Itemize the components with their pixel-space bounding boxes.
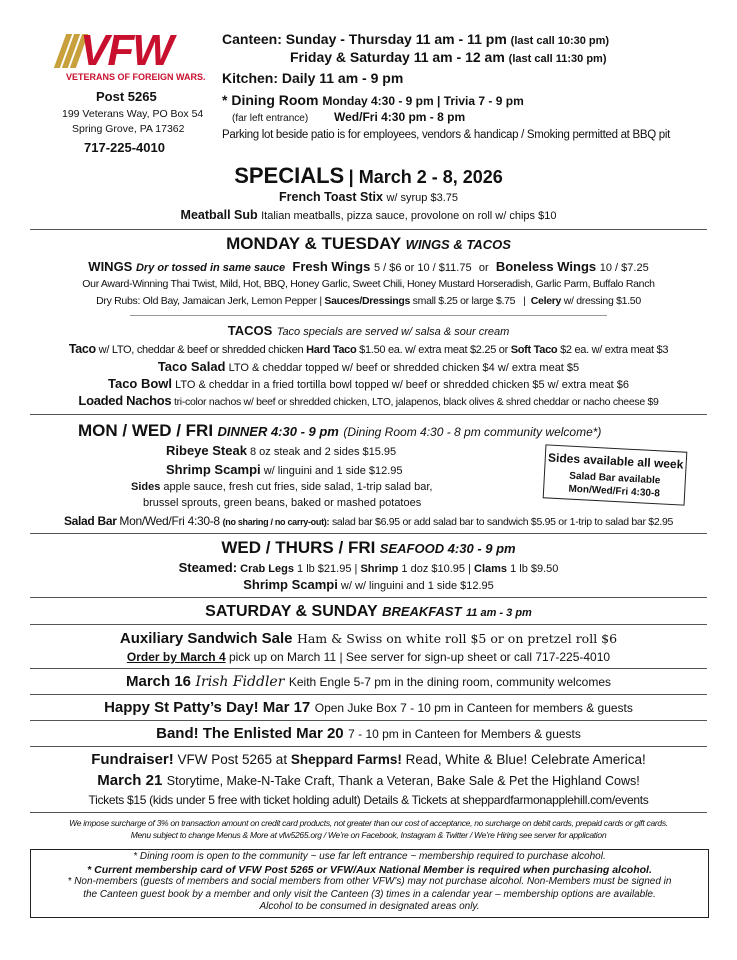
steamed-line: [0, 560, 737, 575]
mar21-desc: Storytime, Make-N-Take Craft, Thank a Veteran, Bake Sale & Pet the Highland Cows!: [166, 774, 640, 788]
surcharge-line-1: We impose surcharge of 3% on transaction amount on credit card products, not greater than our cost of acceptance, no surcharge on debit cards, prepaid cards or gift cards.: [69, 818, 668, 828]
special-1-desc: w/ syrup $3.75: [386, 192, 458, 204]
sides-desc-2: brussel sprouts, green beans, baked or mashed potatoes: [143, 497, 422, 509]
wings-or: or: [478, 262, 489, 274]
weekend-subtitle: BREAKFAST: [382, 604, 462, 619]
taco-bowl-line: [0, 376, 737, 391]
mwf-note: (Dining Room 4:30 - 8 pm community welcome*): [343, 425, 602, 439]
seafood-scampi-label: Shrimp Scampi: [243, 577, 338, 592]
taco-line: [0, 342, 737, 356]
sauces-line: Our Award-Winning Thai Twist, Mild, Hot, BBQ, Honey Garlic, Sweet Chili, Honey Mustard Horseradish, Garlic Parm, Buffalo Ranch: [82, 278, 655, 290]
aux-title: Auxiliary Sandwich Sale: [119, 630, 293, 647]
canteen-note1: (last call 10:30 pm): [510, 35, 610, 47]
fundraiser-label: Fundraiser!: [91, 751, 174, 768]
wings-style: Dry or tossed in same sauce: [135, 262, 286, 274]
steamed-label: Steamed:: [178, 560, 238, 575]
nachos-line: [0, 393, 737, 408]
logo-subtitle: VETERANS OF FOREIGN WARS.: [66, 72, 206, 82]
st-patty-desc: Open Juke Box 7 - 10 pm in Canteen for members & guests: [314, 701, 633, 715]
sides-callout-box: [543, 444, 688, 505]
notice-line-4: the Canteen guest book by a member and only visit the Canteen (3) times in a calendar year – membership options are available.: [83, 888, 656, 900]
shrimp-label: Shrimp: [360, 563, 399, 575]
fresh-wings-label: Fresh Wings: [292, 259, 371, 274]
st-patty-title: Happy St Patty’s Day! Mar 17: [104, 699, 311, 716]
canteen-days1: Sunday - Thursday 11 am - 11 pm: [285, 31, 507, 47]
irish-fiddler-line: [0, 673, 737, 691]
sides-label: Sides: [131, 481, 161, 493]
phone-number: 717-225-4010: [84, 140, 165, 155]
tacos-title: TACOS: [227, 323, 273, 338]
nachos-label: Loaded Nachos: [78, 393, 172, 408]
clams-label: Clams: [474, 563, 508, 575]
tacos-heading: [0, 322, 737, 340]
taco-desc: w/ LTO, cheddar & beef or shredded chicken: [98, 344, 304, 356]
sides-line: [131, 481, 432, 493]
seafood-subtitle: SEAFOOD 4:30 - 9 pm: [379, 541, 516, 556]
crab-desc: 1 lb $21.95 |: [297, 563, 358, 575]
notice-line-3: * Non-members (guests of members and social members from other VFW’s) may not purchase alcohol. Non-Members must be signed in: [67, 876, 672, 887]
dining-note: (far left entrance): [232, 113, 309, 124]
callout-line-3: Mon/Wed/Fri 4:30-8: [568, 483, 661, 500]
canteen-hours-2: [290, 49, 606, 65]
fundraiser-place: Sheppard Farms!: [290, 752, 402, 767]
divider: [30, 668, 707, 669]
saladbar-line: [0, 514, 737, 528]
divider: [30, 624, 707, 625]
mwf-heading: [78, 421, 601, 441]
weekend-heading: [0, 603, 737, 621]
address-line1: 199 Veterans Way, PO Box 54: [62, 108, 204, 120]
montue-subtitle: WINGS & TACOS: [405, 237, 511, 252]
fresh-wings-price: 5 / $6 or 10 / $11.75: [373, 262, 472, 274]
specials-heading: [0, 163, 737, 189]
taco-salad-desc: LTO & cheddar topped w/ beef or shredded chicken $4 w/ extra meat $5: [228, 362, 580, 374]
irish-date: March 16: [125, 673, 192, 690]
mwf-title: MON / WED / FRI: [78, 421, 214, 440]
special-1-name: French Toast Stix: [279, 190, 383, 204]
ribeye-desc: 8 oz steak and 2 sides $15.95: [250, 446, 397, 458]
celery-label: Celery: [530, 295, 562, 307]
hard-taco-label: Hard Taco: [306, 344, 357, 356]
dining-hours-2: Wed/Fri 4:30 pm - 8 pm: [334, 110, 466, 124]
divider: [30, 694, 707, 695]
wings-label: WINGS: [88, 259, 133, 274]
montue-title: MONDAY & TUESDAY: [226, 234, 402, 253]
celery-desc: w/ dressing $1.50: [563, 295, 641, 307]
soft-taco-label: Soft Taco: [510, 344, 558, 356]
saladbar-time: Mon/Wed/Fri 4:30-8: [119, 514, 220, 528]
sauces-price: small $.25 or large $.75: [412, 295, 516, 307]
hard-taco-desc: $1.50 ea. w/ extra meat $2.25 or: [359, 344, 508, 356]
aux-order-label: Order by March 4: [126, 650, 226, 664]
aux-order-desc: pick up on March 11 | See server for sign-up sheet or call 717-225-4010: [228, 650, 611, 664]
mwf-shrimp-label: Shrimp Scampi: [166, 462, 261, 477]
divider: [30, 746, 707, 747]
wings-line: [0, 259, 737, 274]
canteen-hours-1: [222, 31, 609, 47]
canteen-label: Canteen:: [222, 31, 282, 47]
dining-hours: [222, 92, 524, 108]
fundraiser-tail: Read, White & Blue! Celebrate America!: [405, 752, 646, 767]
dining-time: Monday 4:30 - 9 pm | Trivia 7 - 9 pm: [322, 94, 524, 108]
divider: [30, 533, 707, 534]
divider: [130, 315, 607, 316]
fundraiser-text: VFW Post 5265 at: [177, 752, 288, 767]
canteen-note2: (last call 11:30 pm): [508, 53, 607, 65]
aux-desc: Ham & Swiss on white roll $5 or on pretzel roll $6: [296, 631, 618, 646]
divider: [30, 229, 707, 230]
notice-line-5: Alcohol to be consumed in designated areas only.: [259, 901, 480, 912]
aux-heading: [0, 630, 737, 648]
sauces-label: Sauces/Dressings: [324, 295, 411, 307]
taco-bowl-desc: LTO & cheddar in a fried tortilla bowl topped w/ beef or shredded chicken $5 w/ extra meat $6: [175, 379, 629, 391]
soft-taco-desc: $2 ea. w/ extra meat $3: [560, 344, 669, 356]
address-line2: Spring Grove, PA 17362: [72, 123, 185, 135]
shrimp-desc: 1 doz $10.95 |: [401, 563, 471, 575]
membership-notice-box: [30, 849, 709, 918]
callout-line-2: Salad Bar available: [568, 470, 661, 487]
mwf-shrimp-line: [166, 462, 403, 477]
specials-title: SPECIALS: [234, 163, 345, 188]
weekend-title: SATURDAY & SUNDAY: [205, 603, 378, 620]
taco-salad-line: [0, 359, 737, 374]
irish-name: Irish Fiddler: [195, 674, 285, 690]
crab-label: Crab Legs: [240, 563, 294, 575]
boneless-wings-price: 10 / $7.25: [599, 262, 649, 274]
divider: [30, 812, 707, 813]
ribeye-line: [166, 443, 396, 458]
mar21-line: [0, 772, 737, 790]
special-2-desc: Italian meatballs, pizza sauce, provolone on roll w/ chips $10: [261, 210, 557, 222]
surcharge-line-2: Menu subject to change Menus & More at vfw5265.org / We’re on Facebook, Instagram & Twitter / We’re Hiring see server for application: [130, 830, 607, 840]
irish-desc: Keith Engle 5-7 pm in the dining room, community welcomes: [288, 675, 612, 689]
logo-brand: VFW: [80, 26, 172, 75]
seafood-heading: [0, 538, 737, 558]
clams-desc: 1 lb $9.50: [510, 563, 559, 575]
montue-heading: [0, 234, 737, 254]
mar21-date: March 21: [97, 772, 163, 789]
sep: |: [523, 295, 526, 307]
ribeye-label: Ribeye Steak: [166, 443, 247, 458]
nachos-desc: tri-color nachos w/ beef or shredded chicken, LTO, jalapenos, black olives & shred cheddar or nacho cheese $9: [173, 396, 659, 408]
kitchen-hours: Kitchen: Daily 11 am - 9 pm: [222, 70, 404, 86]
sides-desc-1: apple sauce, fresh cut fries, side salad, 1-trip salad bar,: [163, 481, 433, 493]
specials-dates: | March 2 - 8, 2026: [348, 167, 503, 187]
tacos-note: Taco specials are served w/ salsa & sour cream: [276, 326, 510, 338]
taco-salad-label: Taco Salad: [157, 359, 226, 374]
taco-label: Taco: [68, 342, 96, 356]
band-title: Band! The Enlisted Mar 20: [156, 725, 344, 742]
seafood-scampi-desc: w/ w/ linguini and 1 side $12.95: [340, 580, 494, 592]
post-number: Post 5265: [96, 89, 157, 104]
st-patty-line: [0, 699, 737, 717]
divider: [30, 414, 707, 415]
mwf-subtitle: DINNER 4:30 - 9 pm: [217, 424, 339, 439]
special-item-1: [0, 190, 737, 204]
saladbar-note: (no sharing / no carry-out):: [222, 517, 330, 527]
special-item-2: [0, 208, 737, 222]
mwf-shrimp-desc: w/ linguini and 1 side $12.95: [263, 465, 403, 477]
parking-note: Parking lot beside patio is for employees, vendors & handicap / Smoking permitted at BBQ pit: [222, 129, 670, 141]
callout-line-1: Sides available all week: [547, 450, 684, 472]
special-2-name: Meatball Sub: [180, 208, 258, 222]
band-line: [0, 725, 737, 743]
boneless-wings-label: Boneless Wings: [495, 259, 597, 274]
taco-bowl-label: Taco Bowl: [107, 376, 173, 391]
seafood-scampi-line: [0, 577, 737, 592]
aux-order-line: [0, 650, 737, 664]
saladbar-label: Salad Bar: [63, 514, 117, 528]
notice-line-2: * Current membership card of VFW Post 5265 or VFW/Aux National Member is required when purchasing alcohol.: [87, 863, 652, 876]
dryrubs-line: [0, 295, 737, 307]
dining-label: * Dining Room: [222, 92, 319, 108]
dryrubs: Dry Rubs: Old Bay, Jamaican Jerk, Lemon Pepper |: [96, 295, 322, 307]
weekend-hours: 11 am - 3 pm: [466, 607, 532, 619]
fundraiser-line: [0, 751, 737, 768]
seafood-title: WED / THURS / FRI: [221, 538, 376, 557]
canteen-days2: Friday & Saturday 11 am - 12 am: [290, 49, 505, 65]
notice-line-1: * Dining room is open to the community ~ use far left entrance ~ membership required to purchase alcohol.: [133, 851, 606, 862]
saladbar-desc: salad bar $6.95 or add salad bar to sandwich $5.95 or 1-trip to salad bar $2.95: [331, 516, 674, 528]
tickets-line: Tickets $15 (kids under 5 free with ticket holding adult) Details & Tickets at sheppardfarmonapplehill.com/events: [88, 793, 649, 807]
divider: [30, 597, 707, 598]
band-desc: 7 - 10 pm in Canteen for Members & guests: [348, 727, 581, 741]
divider: [30, 720, 707, 721]
